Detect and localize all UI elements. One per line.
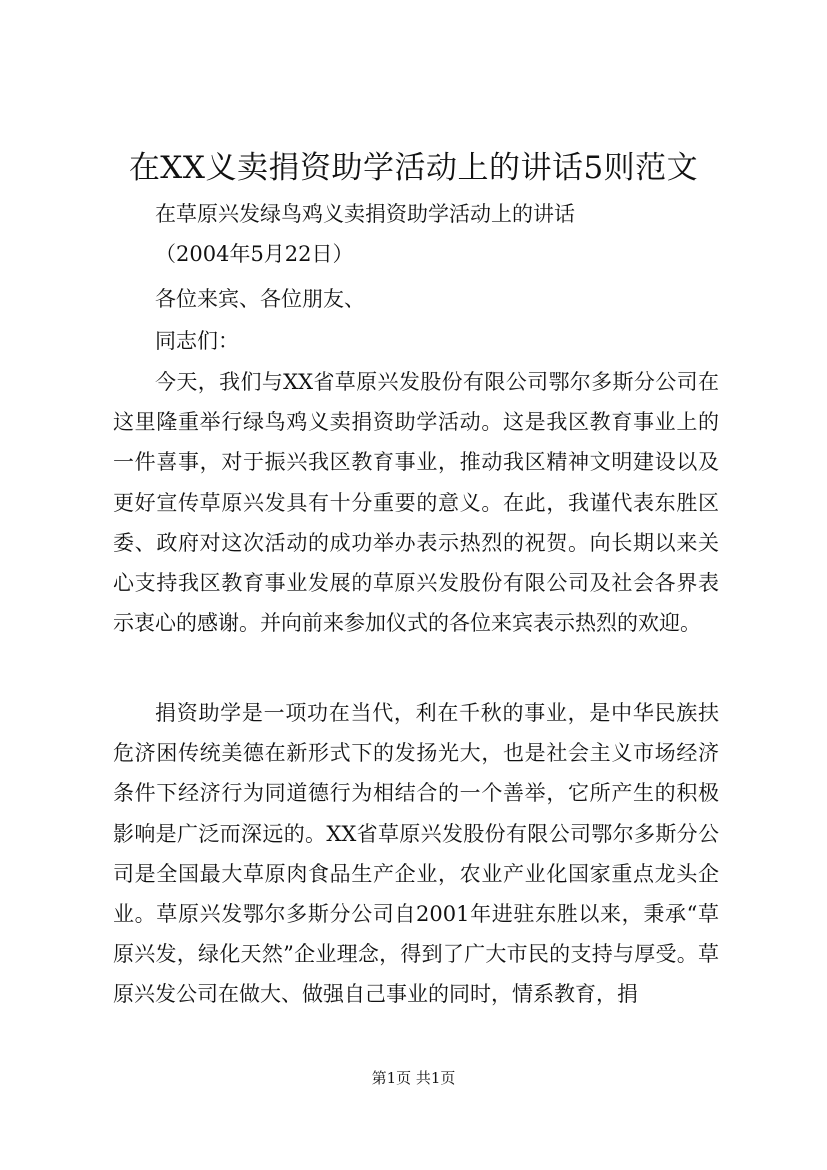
page-indicator: 第1页 共1页 (371, 1069, 456, 1087)
body-paragraph: 捐资助学是一项功在当代，利在千秋的事业，是中华民族扶危济困传统美德在新形式下的发扬光大，也是社会主义市场经济条件下经济行为同道德行为相结合的一个善举，它所产生的积极影响是广泛而深远的。XX省草原兴发股份有限公司鄂尔多斯分公司是全国最大草原肉食品生产企业，农业产业化国家重点龙头企业。草原兴发鄂尔多斯分公司自2001年进驻东胜以来，秉承“草原兴发，绿化天然”企业理念，得到了广大市民的支持与厚受。草原兴发公司在做大、做强自己事业的同时，情系教育，捐 (113, 701, 719, 1007)
document-title: 在XX义卖捐资助学活动上的讲话5则范文 (128, 150, 699, 186)
body-paragraph: 今天，我们与XX省草原兴发股份有限公司鄂尔多斯分公司在这里隆重举行绿鸟鸡义卖捐资助学活动。这是我区教育事业上的一件喜事，对于振兴我区教育事业，推动我区精神文明建设以及更好宣传草原兴发具有十分重要的意义。在此，我谨代表东胜区委、政府对这次活动的成功举办表示热烈的祝贺。向长期以来关心支持我区教育事业发展的草原兴发股份有限公司及社会各界表示衷心的感谢。并向前来参加仪式的各位来宾表示热烈的欢迎。 (113, 370, 719, 636)
speech-subtitle: 在草原兴发绿鸟鸡义卖捐资助学活动上的讲话 (155, 202, 575, 226)
greeting-line-2: 同志们： (155, 329, 239, 353)
speech-date: （2004年5月22日） (155, 242, 354, 266)
greeting-line-1: 各位来宾、各位朋友、 (155, 287, 365, 311)
